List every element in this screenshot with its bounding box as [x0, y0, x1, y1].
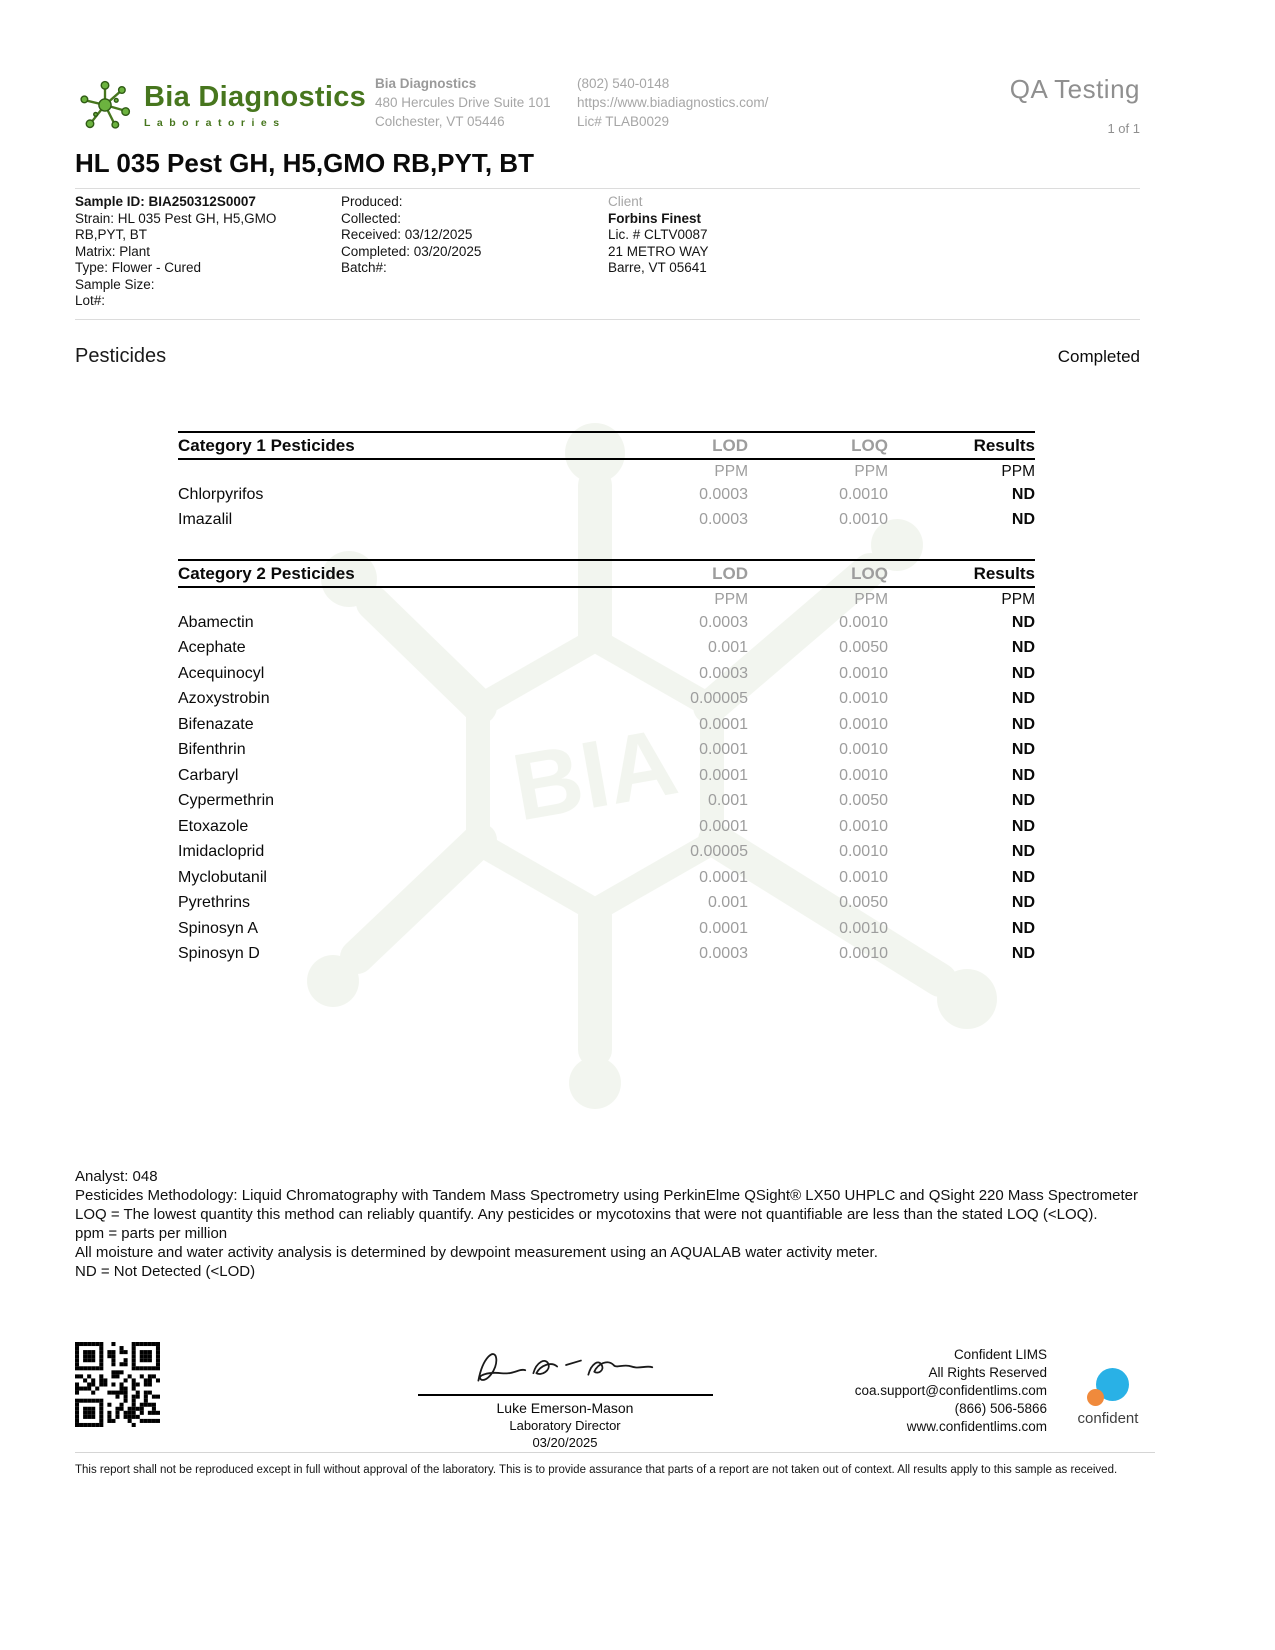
- analyte-name: Azoxystrobin: [178, 690, 270, 707]
- lod-value: 0.0001: [699, 715, 748, 733]
- result-value: ND: [1011, 639, 1035, 656]
- category2-pesticides-table: [178, 559, 1035, 967]
- result-value: ND: [1011, 511, 1035, 528]
- column-header-loq: LOQ: [851, 435, 888, 455]
- result-value: ND: [1011, 741, 1035, 758]
- divider-sample: [75, 319, 1140, 320]
- qr-code: [75, 1342, 160, 1427]
- note-line: ND = Not Detected (<LOD): [75, 1263, 256, 1280]
- analyte-name: Chlorpyrifos: [178, 485, 264, 503]
- pesticide-row: [178, 661, 1035, 687]
- result-value: ND: [1011, 894, 1035, 911]
- loq-value: 0.0010: [839, 741, 888, 758]
- note-line: ppm = parts per million: [75, 1225, 228, 1242]
- analyte-name: Myclobutanil: [178, 868, 267, 886]
- client-block: [608, 194, 1140, 310]
- loq-value: 0.0050: [839, 792, 888, 809]
- lod-value: 0.0003: [699, 511, 748, 528]
- pesticide-tables: [178, 431, 1035, 967]
- column-header-lod: LOD: [712, 435, 748, 455]
- result-value: ND: [1011, 766, 1035, 784]
- lod-value: 0.0001: [699, 817, 748, 835]
- sample-details: [75, 194, 341, 310]
- signer-name: Luke Emerson-Mason: [496, 1400, 634, 1416]
- qa-testing-label: QA Testing: [1009, 74, 1140, 104]
- pesticide-row: [178, 610, 1035, 636]
- disclaimer-text: This report shall not be reproduced except in full without approval of the laboratory. This is to provide assurance that parts of a report are not taken out of context. All results apply to this sample as received.: [75, 1464, 1118, 1476]
- lod-value: 0.0001: [699, 868, 748, 886]
- loq-value: 0.0010: [839, 766, 888, 784]
- loq-value: 0.0010: [839, 817, 888, 835]
- lod-value: 0.001: [707, 639, 748, 656]
- analyte-name: Acephate: [178, 639, 246, 656]
- brand-subtitle: Laboratories: [144, 117, 286, 129]
- analyte-name: Etoxazole: [178, 817, 249, 835]
- result-value: ND: [1011, 919, 1035, 937]
- client-license: Lic. # CLTV0087: [608, 227, 708, 242]
- collected-date: Collected:: [341, 210, 402, 226]
- confident-logo-icon: [1087, 1368, 1129, 1408]
- result-value: ND: [1011, 843, 1035, 860]
- confident-logo-text: confident: [1077, 1410, 1139, 1427]
- result-value: ND: [1011, 792, 1035, 809]
- lims-line-2: All Rights Reserved: [928, 1365, 1047, 1380]
- client-label: Client: [608, 194, 643, 209]
- batch-number: Batch#:: [341, 260, 387, 275]
- bia-logo: [75, 74, 375, 136]
- signer-title: Laboratory Director: [509, 1418, 621, 1433]
- pesticide-row: [178, 814, 1035, 840]
- lod-value: 0.0003: [699, 945, 748, 962]
- table-header-row: [178, 431, 1035, 460]
- lod-value: 0.0003: [699, 664, 748, 682]
- lab-contact-block: [577, 74, 832, 131]
- pesticide-row: [178, 712, 1035, 738]
- analyte-name: Bifenthrin: [178, 741, 246, 758]
- sample-strain: Strain: HL 035 Pest GH, H5,GMO RB,PYT, BT: [75, 210, 277, 242]
- analyte-name: Bifenazate: [178, 715, 254, 733]
- table-title: Category 1 Pesticides: [178, 435, 355, 455]
- sample-lot: Lot#:: [75, 293, 106, 308]
- table-rows: [178, 482, 1035, 533]
- pesticide-row: [178, 507, 1035, 533]
- sample-size: Sample Size:: [75, 276, 155, 292]
- report-header: [75, 74, 1140, 136]
- pesticide-row: [178, 763, 1035, 789]
- analyte-name: Imazalil: [178, 511, 233, 528]
- signature-handwriting: [468, 1342, 661, 1394]
- bia-logo-icon: [75, 74, 135, 136]
- lod-value: 0.0001: [699, 741, 748, 758]
- client-name: Forbins Finest: [608, 210, 702, 226]
- pesticide-row: [178, 482, 1035, 508]
- analyte-name: Spinosyn D: [178, 945, 260, 962]
- note-line: Analyst: 048: [75, 1168, 158, 1185]
- table-title: Category 2 Pesticides: [178, 563, 355, 583]
- unit-label-loq: PPM: [854, 462, 888, 480]
- unit-label-results: PPM: [1001, 590, 1035, 608]
- loq-value: 0.0010: [839, 868, 888, 886]
- lims-info: [855, 1342, 1047, 1450]
- lod-value: 0.0001: [699, 766, 748, 784]
- sample-dates: [341, 194, 608, 310]
- loq-value: 0.0010: [839, 485, 888, 503]
- client-address-line2: Barre, VT 05641: [608, 260, 707, 275]
- lab-website: https://www.biadiagnostics.com/: [577, 95, 769, 110]
- page-title: HL 035 Pest GH, H5,GMO RB,PYT, BT: [75, 148, 534, 178]
- sample-info: [75, 189, 1140, 319]
- analyte-name: Spinosyn A: [178, 919, 259, 937]
- lab-address-block: [375, 74, 577, 131]
- confident-logo: [1071, 1368, 1145, 1450]
- loq-value: 0.0010: [839, 919, 888, 937]
- result-value: ND: [1011, 868, 1035, 886]
- column-header-results: Results: [973, 563, 1035, 583]
- qr-wrap: [75, 1342, 235, 1450]
- loq-value: 0.0050: [839, 639, 888, 656]
- note-line: All moisture and water activity analysis is determined by dewpoint measurement using an AQUALAB water activity meter.: [75, 1244, 878, 1261]
- client-address-line1: 21 METRO WAY: [608, 243, 709, 259]
- sample-type: Type: Flower - Cured: [75, 260, 202, 275]
- analyte-name: Acequinocyl: [178, 664, 265, 682]
- unit-label-loq: PPM: [854, 590, 888, 608]
- result-value: ND: [1011, 817, 1035, 835]
- analyte-name: Imidacloprid: [178, 843, 265, 860]
- lod-value: 0.0001: [699, 919, 748, 937]
- column-header-results: Results: [973, 435, 1035, 455]
- column-header-lod: LOD: [712, 563, 748, 583]
- table-header-row: [178, 559, 1035, 588]
- pesticide-row: [178, 865, 1035, 891]
- section-header: [75, 345, 1140, 368]
- unit-label-lod: PPM: [714, 462, 748, 480]
- analyte-name: Abamectin: [178, 613, 254, 631]
- lod-value: 0.00005: [690, 690, 748, 707]
- brand-name: Bia Diagnostics: [144, 81, 367, 113]
- lod-value: 0.001: [707, 792, 748, 809]
- lab-phone: (802) 540-0148: [577, 76, 670, 91]
- qa-block: [832, 74, 1140, 136]
- analyte-name: Pyrethrins: [178, 894, 251, 911]
- unit-label-lod: PPM: [714, 590, 748, 608]
- result-value: ND: [1011, 613, 1035, 631]
- pesticide-row: [178, 737, 1035, 763]
- loq-value: 0.0050: [839, 894, 888, 911]
- loq-value: 0.0010: [839, 511, 888, 528]
- divider-footer: [75, 1452, 1155, 1453]
- pesticide-row: [178, 941, 1035, 967]
- notes-block: [75, 1167, 1147, 1281]
- lims-block: [745, 1342, 1145, 1450]
- loq-value: 0.0010: [839, 664, 888, 682]
- note-line: LOQ = The lowest quantity this method can reliably quantify. Any pesticides or mycotoxins that were not quantifiable are less than the stated LOQ (<LOQ).: [75, 1206, 1098, 1223]
- page-indicator: 1 of 1: [1107, 121, 1140, 136]
- loq-value: 0.0010: [839, 690, 888, 707]
- sample-matrix: Matrix: Plant: [75, 243, 151, 259]
- category1-pesticides-table: [178, 431, 1035, 533]
- loq-value: 0.0010: [839, 843, 888, 860]
- lims-phone: (866) 506-5866: [954, 1401, 1047, 1416]
- sample-id: Sample ID: BIA250312S0007: [75, 194, 256, 209]
- table-rows: [178, 610, 1035, 967]
- column-header-loq: LOQ: [851, 563, 888, 583]
- pesticide-row: [178, 788, 1035, 814]
- result-value: ND: [1011, 664, 1035, 682]
- lod-value: 0.0003: [699, 485, 748, 503]
- unit-label-results: PPM: [1001, 462, 1035, 480]
- note-line: Pesticides Methodology: Liquid Chromatography with Tandem Mass Spectrometry using PerkinElme QSight® LX50 UHPLC and QSight 220 Mass Spectrometer: [75, 1187, 1138, 1204]
- result-value: ND: [1011, 690, 1035, 707]
- lod-value: 0.00005: [690, 843, 748, 860]
- pesticide-row: [178, 890, 1035, 916]
- lab-license: Lic# TLAB0029: [577, 114, 670, 129]
- section-status: Completed: [1057, 346, 1140, 366]
- lab-address-line1: 480 Hercules Drive Suite 101: [375, 95, 551, 110]
- lod-value: 0.001: [707, 894, 748, 911]
- units-row: [178, 588, 1035, 610]
- lims-website: www.confidentlims.com: [906, 1419, 1047, 1434]
- pesticide-row: [178, 916, 1035, 942]
- loq-value: 0.0010: [839, 945, 888, 962]
- units-row: [178, 460, 1035, 482]
- result-value: ND: [1011, 945, 1035, 962]
- section-title: Pesticides: [75, 344, 167, 367]
- result-value: ND: [1011, 485, 1035, 503]
- signature-date: 03/20/2025: [532, 1435, 598, 1450]
- lab-name: Bia Diagnostics: [375, 76, 477, 91]
- pesticide-row: [178, 839, 1035, 865]
- lod-value: 0.0003: [699, 613, 748, 631]
- analyte-name: Cypermethrin: [178, 792, 275, 809]
- watermark-text: BIA: [505, 708, 685, 842]
- signature-section: [75, 1342, 1145, 1450]
- loq-value: 0.0010: [839, 715, 888, 733]
- signature-line: [418, 1394, 713, 1396]
- signature-block: [385, 1342, 745, 1450]
- completed-date: Completed: 03/20/2025: [341, 243, 482, 259]
- loq-value: 0.0010: [839, 613, 888, 631]
- pesticide-row: [178, 686, 1035, 712]
- lims-line-1: Confident LIMS: [953, 1347, 1047, 1362]
- analyte-name: Carbaryl: [178, 766, 239, 784]
- pesticide-row: [178, 635, 1035, 661]
- result-value: ND: [1011, 715, 1035, 733]
- lab-address-line2: Colchester, VT 05446: [375, 114, 505, 129]
- received-date: Received: 03/12/2025: [341, 227, 473, 242]
- lims-email: coa.support@confidentlims.com: [854, 1383, 1047, 1398]
- brand-text: [144, 81, 366, 129]
- produced-date: Produced:: [341, 194, 403, 209]
